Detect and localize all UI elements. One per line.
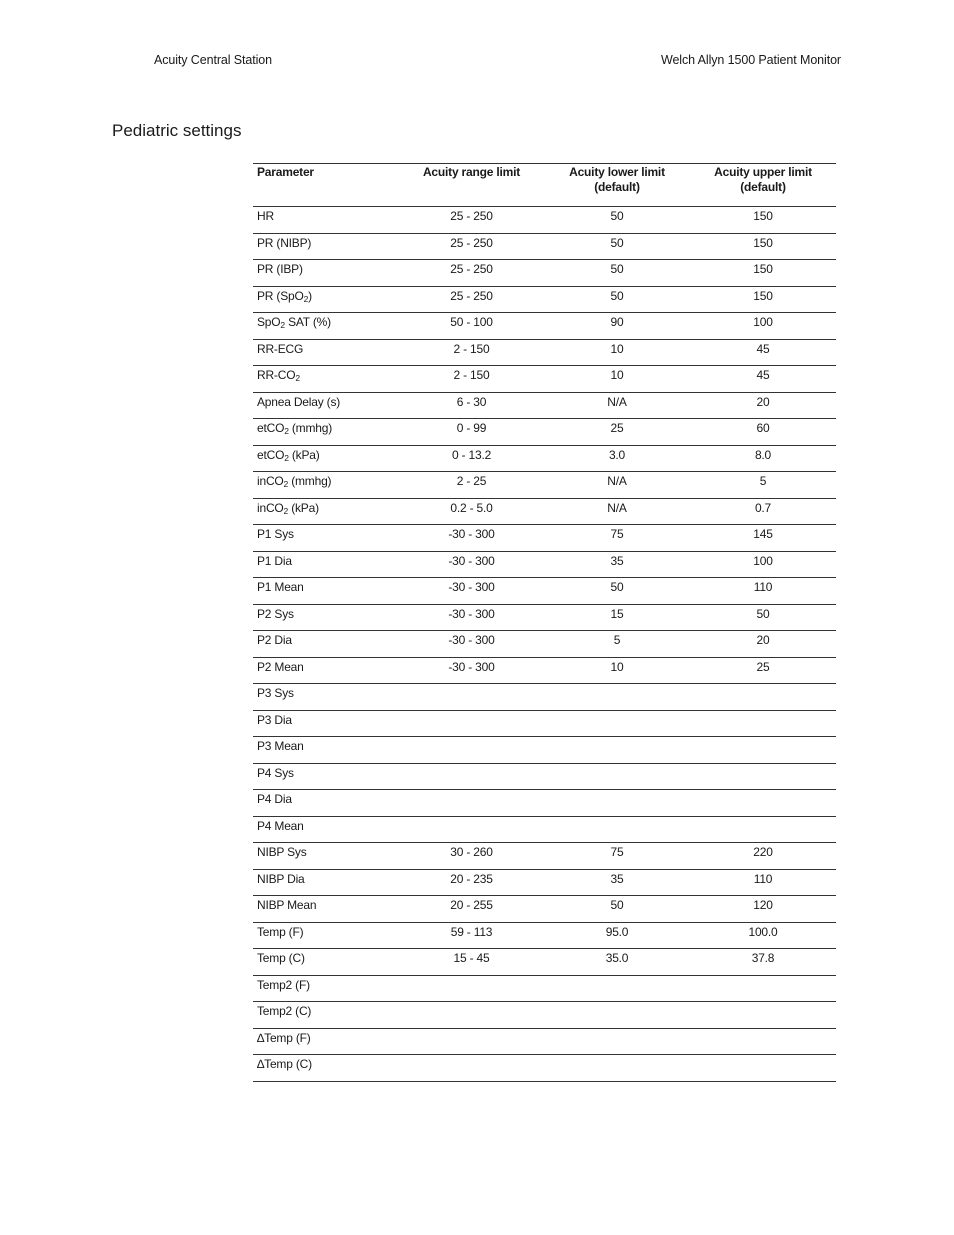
table-row: [253, 737, 836, 764]
table-row: [253, 710, 836, 737]
lower-limit-cell: 35.0: [605, 951, 629, 965]
range-limit-cell: -30 - 300: [448, 659, 495, 674]
upper-limit-cell: 100: [753, 553, 773, 568]
table-row: [253, 260, 836, 287]
range-limit-cell: [399, 975, 544, 1002]
table-row: [253, 366, 836, 393]
parameter-name: P2 Dia: [257, 633, 292, 647]
range-limit-cell: 20 - 255: [450, 898, 493, 912]
upper-limit-cell: [690, 737, 836, 764]
range-limit-cell: 25 - 250: [450, 235, 493, 250]
parameter-name: P4 Sys: [257, 765, 294, 780]
table-row: [253, 1055, 836, 1082]
lower-limit-cell: [544, 684, 690, 711]
parameter-cell: [253, 498, 399, 525]
parameter-name: etCO: [257, 421, 285, 435]
parameter-name: RR-ECG: [257, 341, 304, 356]
upper-limit-cell: 20: [756, 394, 770, 409]
range-limit-cell: [399, 1055, 544, 1082]
table-row: [253, 525, 836, 552]
lower-limit-cell: 10: [610, 659, 624, 674]
parameter-cell: [253, 551, 399, 578]
parameter-name: Temp2 (F): [257, 977, 310, 992]
upper-limit-cell: 45: [756, 341, 770, 356]
parameter-cell: [253, 816, 399, 843]
upper-limit-cell: 100.0: [748, 924, 778, 939]
lower-limit-cell: 35: [610, 871, 624, 886]
parameter-name: ∆Temp (F): [257, 1030, 311, 1045]
pediatric-settings-table: [253, 163, 836, 1082]
table-row: [253, 472, 836, 499]
range-limit-cell: 2 - 150: [453, 368, 490, 382]
parameter-name: P3 Sys: [257, 686, 294, 700]
lower-limit-cell: [544, 737, 690, 764]
upper-limit-cell: 110: [753, 580, 773, 594]
range-limit-cell: [399, 737, 544, 764]
parameter-name: etCO: [257, 447, 285, 462]
range-limit-cell: -30 - 300: [448, 580, 495, 594]
parameter-name: P3 Mean: [257, 739, 304, 753]
table-header-row: [253, 164, 836, 207]
parameter-subscript: 2: [303, 293, 309, 304]
parameter-cell: [253, 763, 399, 790]
table-row: [253, 975, 836, 1002]
table-row: [253, 790, 836, 817]
lower-limit-cell: 50: [610, 898, 624, 912]
table-row: [253, 233, 836, 260]
page-header: [154, 53, 841, 71]
table-row: [253, 1028, 836, 1055]
lower-limit-cell: [544, 790, 690, 817]
parameter-suffix: (mmhg): [288, 421, 333, 435]
parameter-cell: [253, 472, 399, 499]
parameter-name: P4 Dia: [257, 792, 292, 806]
parameter-cell: [253, 578, 399, 605]
table-row: [253, 949, 836, 976]
column-header-range-limit: Acuity range limit: [422, 165, 521, 179]
parameter-name: ∆Temp (C): [257, 1057, 312, 1071]
parameter-cell: [253, 896, 399, 923]
parameter-name: PR (IBP): [257, 262, 303, 276]
parameter-name: inCO: [257, 474, 284, 488]
lower-limit-cell: 50: [610, 580, 624, 594]
lower-limit-cell: N/A: [607, 474, 627, 488]
table-row: [253, 445, 836, 472]
parameter-name: P1 Mean: [257, 580, 304, 594]
upper-limit-cell: [690, 684, 836, 711]
lower-limit-cell: [544, 1028, 690, 1055]
parameter-cell: [253, 313, 399, 340]
parameter-subscript: 2: [284, 426, 289, 436]
parameter-cell: [253, 1055, 399, 1082]
parameter-cell: [253, 975, 399, 1002]
table-header: [253, 164, 836, 207]
lower-limit-cell: 5: [613, 633, 621, 647]
upper-limit-cell: [690, 763, 836, 790]
range-limit-cell: 6 - 30: [456, 394, 487, 409]
section-title: Pediatric settings: [112, 121, 242, 140]
column-header-parameter: Parameter: [257, 165, 314, 179]
table-row: [253, 631, 836, 658]
parameter-cell: [253, 286, 399, 313]
parameter-cell: [253, 339, 399, 366]
lower-limit-cell: 10: [610, 341, 624, 356]
range-limit-cell: 25 - 250: [450, 209, 493, 223]
lower-limit-cell: 50: [610, 288, 624, 303]
upper-limit-cell: [690, 1002, 836, 1029]
range-limit-cell: 20 - 235: [450, 871, 493, 886]
parameter-cell: [253, 260, 399, 287]
parameter-cell: [253, 525, 399, 552]
parameter-cell: [253, 684, 399, 711]
range-limit-cell: 0.2 - 5.0: [450, 500, 493, 515]
upper-limit-cell: 5: [759, 474, 767, 488]
lower-limit-cell: N/A: [607, 500, 627, 515]
upper-limit-cell: 25: [756, 659, 770, 674]
parameter-cell: [253, 657, 399, 684]
table-row: [253, 816, 836, 843]
parameter-suffix: SAT (%): [284, 315, 331, 329]
lower-limit-cell: 90: [610, 315, 624, 329]
table-row: [253, 843, 836, 870]
table-row: [253, 313, 836, 340]
parameter-cell: [253, 604, 399, 631]
parameter-name: PR (NIBP): [257, 235, 312, 250]
lower-limit-cell: 75: [610, 527, 624, 541]
table-row: [253, 869, 836, 896]
parameter-cell: [253, 1002, 399, 1029]
upper-limit-cell: [690, 816, 836, 843]
parameter-cell: [253, 631, 399, 658]
table-row: [253, 896, 836, 923]
parameter-suffix: (kPa): [288, 500, 319, 515]
parameter-subscript: 2: [283, 505, 289, 516]
table-row: [253, 286, 836, 313]
upper-limit-cell: [690, 790, 836, 817]
range-limit-cell: [399, 790, 544, 817]
range-limit-cell: [399, 684, 544, 711]
table-row: [253, 1002, 836, 1029]
range-limit-cell: -30 - 300: [448, 633, 495, 647]
upper-limit-cell: 20: [756, 633, 770, 647]
range-limit-cell: 59 - 113: [450, 924, 493, 939]
parameter-name: PR (SpO: [257, 288, 304, 303]
parameter-name: P1 Dia: [257, 553, 292, 568]
column-header-lower-limit: Acuity lower limit (default): [569, 165, 665, 194]
table-row: [253, 657, 836, 684]
lower-limit-cell: 25: [610, 421, 624, 435]
upper-limit-cell: 150: [753, 288, 773, 303]
parameter-suffix: ): [308, 288, 312, 303]
lower-limit-cell: [544, 763, 690, 790]
parameter-name: NIBP Sys: [257, 845, 307, 859]
lower-limit-cell: 50: [610, 235, 624, 250]
lower-limit-cell: [544, 1002, 690, 1029]
table-row: [253, 922, 836, 949]
lower-limit-cell: 10: [610, 368, 624, 382]
upper-limit-cell: 45: [756, 368, 770, 382]
parameter-name: HR: [257, 209, 274, 223]
parameter-suffix: (mmhg): [288, 474, 332, 488]
range-limit-cell: 50 - 100: [450, 315, 493, 329]
parameter-name: RR-CO: [257, 368, 296, 382]
parameter-name: Temp2 (C): [257, 1004, 312, 1018]
table-row: [253, 419, 836, 446]
parameter-cell: [253, 366, 399, 393]
lower-limit-cell: 50: [610, 262, 624, 276]
upper-limit-cell: [690, 710, 836, 737]
lower-limit-cell: 75: [610, 845, 624, 859]
parameter-cell: [253, 949, 399, 976]
lower-limit-cell: 95.0: [605, 924, 629, 939]
upper-limit-cell: 0.7: [754, 500, 772, 515]
parameter-name: inCO: [257, 500, 284, 515]
upper-limit-cell: 50: [756, 606, 770, 621]
range-limit-cell: 2 - 25: [456, 474, 487, 488]
parameter-cell: [253, 392, 399, 419]
parameter-subscript: 2: [295, 373, 300, 383]
range-limit-cell: [399, 710, 544, 737]
upper-limit-cell: 145: [753, 527, 773, 541]
upper-limit-cell: 37.8: [751, 951, 775, 965]
lower-limit-cell: 15: [610, 606, 624, 621]
parameter-cell: [253, 710, 399, 737]
parameter-name: P3 Dia: [257, 712, 292, 727]
upper-limit-cell: 120: [753, 898, 773, 912]
range-limit-cell: -30 - 300: [448, 527, 495, 541]
table-row: [253, 551, 836, 578]
range-limit-cell: [399, 816, 544, 843]
parameter-cell: [253, 790, 399, 817]
lower-limit-cell: [544, 710, 690, 737]
lower-limit-cell: N/A: [607, 394, 627, 409]
table-row: [253, 498, 836, 525]
range-limit-cell: -30 - 300: [448, 553, 495, 568]
parameter-cell: [253, 207, 399, 234]
parameter-cell: [253, 419, 399, 446]
table-row: [253, 684, 836, 711]
parameter-name: P2 Mean: [257, 659, 304, 674]
upper-limit-cell: [690, 975, 836, 1002]
parameter-suffix: (kPa): [288, 447, 320, 462]
lower-limit-cell: 50: [610, 209, 624, 223]
range-limit-cell: 15 - 45: [453, 951, 490, 965]
upper-limit-cell: 60: [756, 421, 770, 435]
table-row: [253, 339, 836, 366]
range-limit-cell: 25 - 250: [450, 262, 493, 276]
lower-limit-cell: [544, 816, 690, 843]
parameter-name: P2 Sys: [257, 606, 294, 621]
parameter-cell: [253, 869, 399, 896]
column-header-upper-limit: Acuity upper limit (default): [714, 165, 812, 194]
lower-limit-cell: [544, 975, 690, 1002]
table-row: [253, 763, 836, 790]
parameter-cell: [253, 233, 399, 260]
upper-limit-cell: [690, 1028, 836, 1055]
lower-limit-cell: [544, 1055, 690, 1082]
upper-limit-cell: 150: [753, 262, 773, 276]
parameter-name: SpO: [257, 315, 281, 329]
upper-limit-cell: 220: [753, 845, 773, 859]
range-limit-cell: 25 - 250: [450, 288, 493, 303]
table-row: [253, 392, 836, 419]
range-limit-cell: 0 - 99: [456, 421, 487, 435]
upper-limit-cell: 110: [753, 871, 773, 886]
upper-limit-cell: 150: [753, 235, 773, 250]
upper-limit-cell: 150: [753, 209, 773, 223]
parameter-subscript: 2: [283, 479, 289, 489]
range-limit-cell: 2 - 150: [453, 341, 490, 356]
lower-limit-cell: 35: [610, 553, 624, 568]
parameter-name: NIBP Mean: [257, 898, 317, 912]
parameter-name: Apnea Delay (s): [257, 394, 341, 409]
parameter-cell: [253, 445, 399, 472]
range-limit-cell: [399, 1028, 544, 1055]
range-limit-cell: -30 - 300: [448, 606, 495, 621]
table-row: [253, 604, 836, 631]
parameter-cell: [253, 843, 399, 870]
parameter-name: Temp (F): [257, 924, 304, 939]
parameter-name: NIBP Dia: [257, 871, 305, 886]
parameter-name: Temp (C): [257, 951, 305, 965]
parameter-cell: [253, 922, 399, 949]
range-limit-cell: [399, 1002, 544, 1029]
upper-limit-cell: 100: [753, 315, 773, 329]
parameter-subscript: 2: [280, 320, 285, 330]
header-left-title: Acuity Central Station: [154, 53, 272, 67]
upper-limit-cell: 8.0: [754, 447, 772, 462]
upper-limit-cell: [690, 1055, 836, 1082]
parameter-name: P1 Sys: [257, 527, 294, 541]
range-limit-cell: 0 - 13.2: [451, 447, 492, 462]
pediatric-settings-table-wrapper: [253, 163, 836, 1082]
header-right-title: Welch Allyn 1500 Patient Monitor: [660, 53, 841, 67]
parameter-name: P4 Mean: [257, 818, 304, 833]
table-row: [253, 207, 836, 234]
range-limit-cell: 30 - 260: [450, 845, 493, 859]
table-row: [253, 578, 836, 605]
parameter-cell: [253, 737, 399, 764]
table-body: [253, 207, 836, 1082]
parameter-cell: [253, 1028, 399, 1055]
range-limit-cell: [399, 763, 544, 790]
parameter-subscript: 2: [284, 452, 289, 463]
lower-limit-cell: 3.0: [608, 447, 626, 462]
